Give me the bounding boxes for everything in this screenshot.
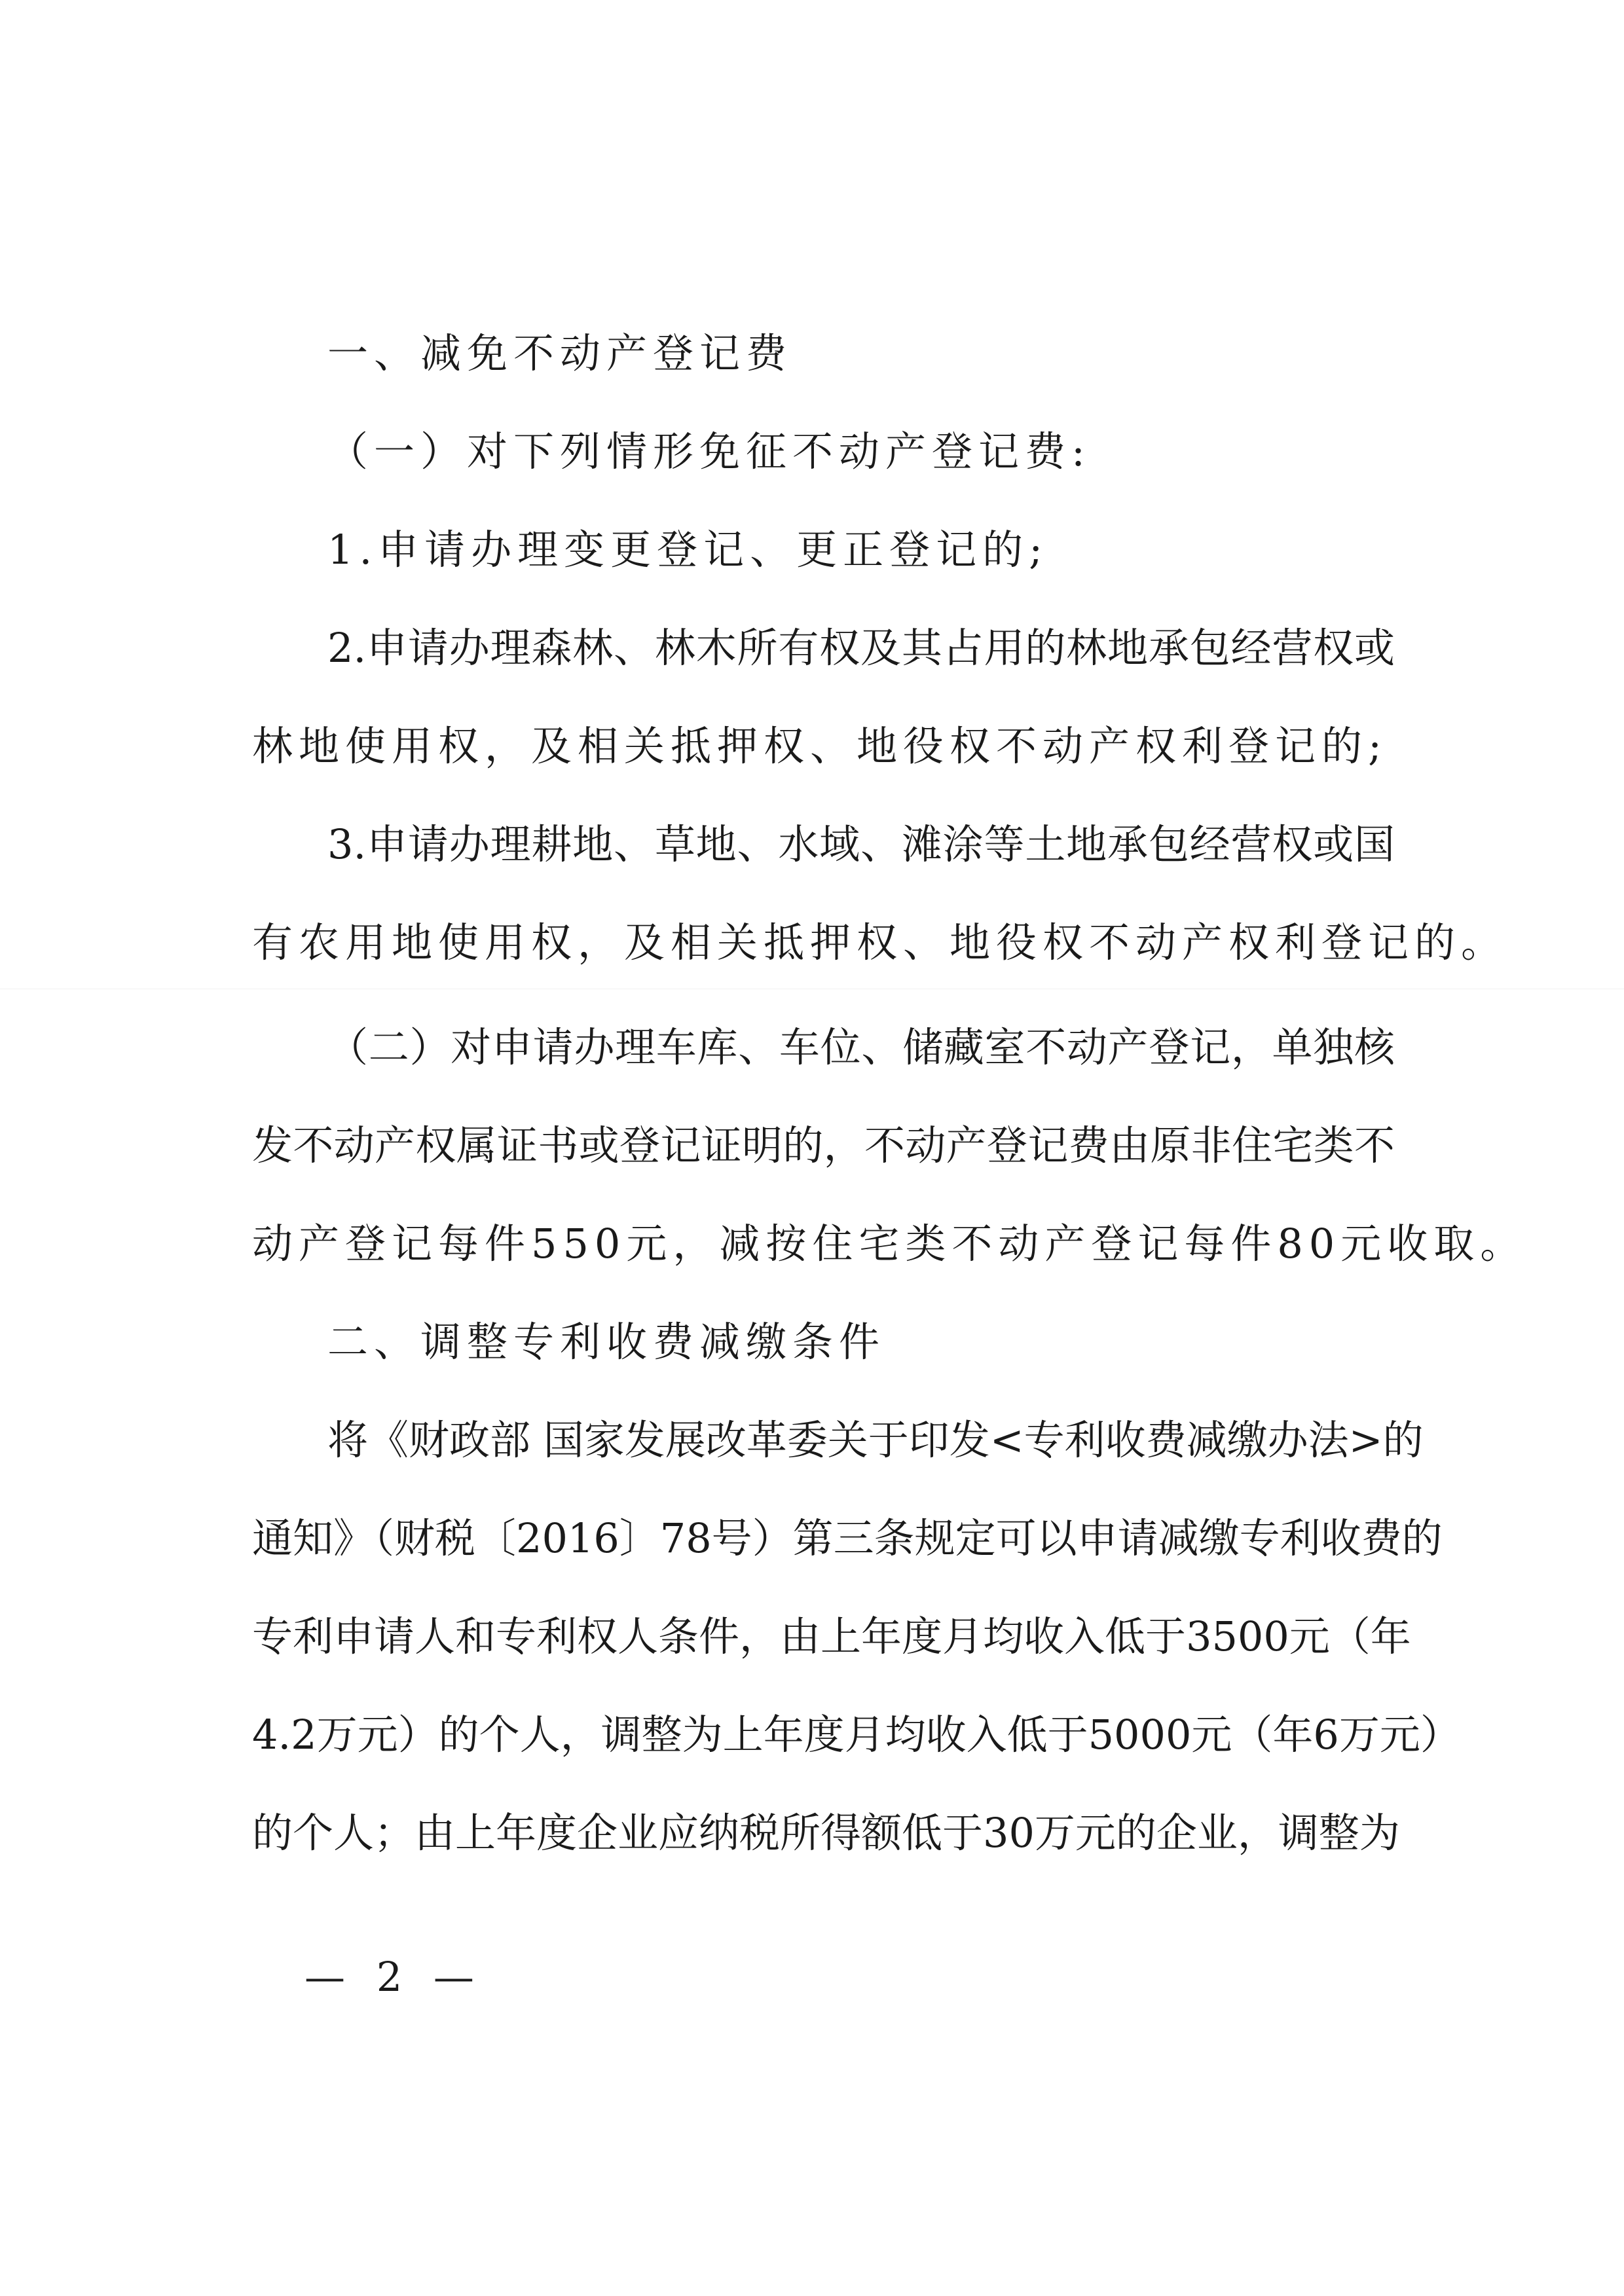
subsection-2-line-3: 动产登记每件550元，减按住宅类不动产登记每件80元收取。 <box>252 1220 1527 1267</box>
list-item-3-line-2: 有农用地使用权，及相关抵押权、地役权不动产权利登记的。 <box>252 919 1508 966</box>
subsection-heading-1: （一）对下列情形免征不动产登记费: <box>327 428 1091 475</box>
section-heading-1: 一、减免不动产登记费 <box>327 329 793 377</box>
section-heading-2: 二、调整专利收费减缴条件 <box>327 1318 886 1366</box>
page-number: — 2 — <box>304 1953 483 2001</box>
list-item-2-line-1: 2.申请办理森林、林木所有权及其占用的林地承包经营权或 <box>327 624 1395 672</box>
list-item-1: 1.申请办理变更登记、更正登记的; <box>327 526 1049 574</box>
paragraph-line-2: 通知》（财税〔2016〕78号）第三条规定可以申请减缴专利收费的 <box>252 1514 1443 1562</box>
paragraph-line-3: 专利申请人和专利权人条件，由上年度月均收入低于3500元（年 <box>252 1613 1411 1660</box>
subsection-2-line-1: （二）对申请办理车库、车位、储藏室不动产登记，单独核 <box>327 1023 1395 1071</box>
paragraph-line-4: 4.2万元）的个人，调整为上年度月均收入低于5000元（年6万元） <box>252 1711 1461 1758</box>
subsection-2-line-2: 发不动产权属证书或登记证明的，不动产登记费由原非住宅类不 <box>252 1121 1395 1169</box>
list-item-2-line-2: 林地使用权，及相关抵押权、地役权不动产权利登记的; <box>252 722 1388 770</box>
list-item-3-line-1: 3.申请办理耕地、草地、水域、滩涂等土地承包经营权或国 <box>327 820 1395 868</box>
paragraph-line-5: 的个人；由上年度企业应纳税所得额低于30万元的企业，调整为 <box>252 1809 1400 1857</box>
paragraph-line-1: 将《财政部 国家发展改革委关于印发<专利收费减缴办法>的 <box>327 1416 1424 1464</box>
